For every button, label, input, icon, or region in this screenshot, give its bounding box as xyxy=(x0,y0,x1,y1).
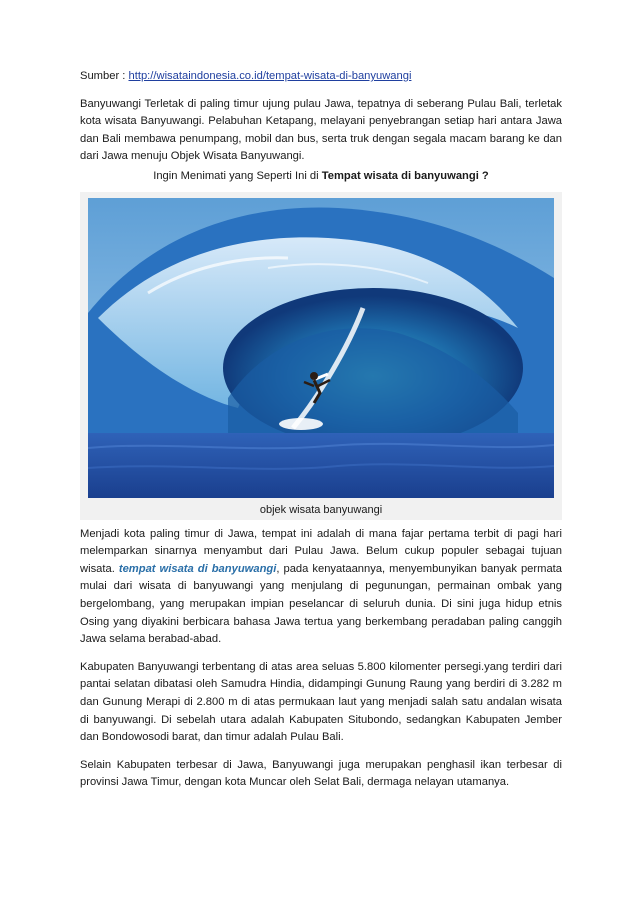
paragraph-1 xyxy=(80,526,562,649)
sub-heading xyxy=(80,168,562,186)
source-line xyxy=(80,68,562,86)
figure-caption: objek wisata banyuwangi xyxy=(259,503,383,516)
intro-paragraph: Banyuwangi Terletak di paling timur ujung pulau Jawa, tepatnya di seberang Pulau Bali, terletak kota wisata Banyuwangi. Pelabuhan Ketapang, melayani penyebrangan setiap hari antara Jawa dan Bali membawa penumpang, mobil dan bus, serta truk dengan segala macam barang ke dan dari Jawa menuju Objek Wisata Banyuwangi. xyxy=(80,97,562,163)
source-label: Sumber : xyxy=(80,70,129,82)
surfing-wave-image xyxy=(88,198,554,498)
sub-heading-prefix: Ingin Menimati yang Seperti Ini di xyxy=(153,169,322,182)
keyword-link[interactable]: tempat wisata di banyuwangi xyxy=(118,562,277,575)
paragraph-3: Selain Kabupaten terbesar di Jawa, Banyuwangi juga merupakan penghasil ikan terbesar di provinsi Jawa Timur, dengan kota Muncar oleh Selat Bali, dermaga nelayan utamanya. xyxy=(80,758,562,789)
paragraph-1-part-2: , pada kenyataannya, menyembunyikan banyak permata mulai dari wisata di banyuwangi yang menjulang di pegunungan, permainan ombak yang bergelombang, yang merupakan impian peselancar di seluruh dunia. Di sini juga hidup etnis Osing yang diyakini berbicara bahasa Jawa tertua yang berkembang peradaban paling canggih Jawa selama berabad-abad. xyxy=(80,562,562,646)
document-page xyxy=(80,68,562,792)
sub-heading-bold: Tempat wisata di banyuwangi ? xyxy=(321,169,489,182)
paragraph-1-part-1: Menjadi kota paling timur di Jawa, tempat ini adalah di mana fajar pertama terbit di pagi hari melemparkan sinarnya menyambut dari Pulau Jawa. Belum cukup populer sebagai tujuan wisata. xyxy=(80,527,562,575)
paragraph-2: Kabupaten Banyuwangi terbentang di atas area seluas 5.800 kilomenter persegi.yang terdiri dari pantai selatan dibatasi oleh Samudra Hindia, didampingi Gunung Raung yang berdiri di 3.282 m dan Gunung Merapi di 2.800 m di atas permukaan laut yang menjadi salah satu andalan wisata di banyuwangi. Di sebelah utara adalah Kabupaten Situbondo, sedangkan Kabupaten Jember dan Bondowosodi barat, dan timur adalah Pulau Bali. xyxy=(80,660,562,744)
wave-figure xyxy=(80,192,562,520)
source-link[interactable]: http://wisataindonesia.co.id/tempat-wisata-di-banyuwangi xyxy=(128,70,412,82)
